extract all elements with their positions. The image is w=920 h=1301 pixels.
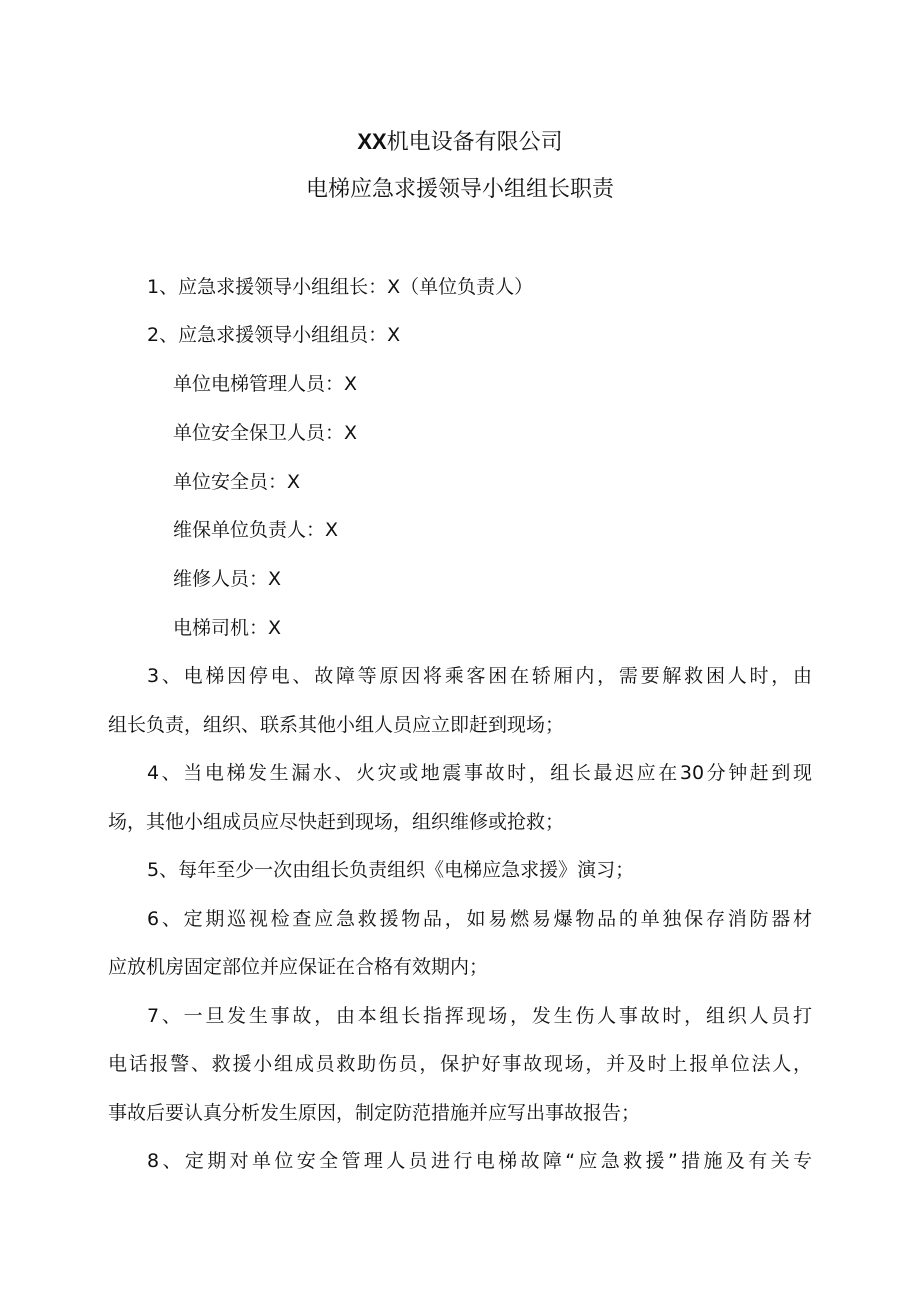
company-title [0,127,920,158]
company-name: 机电设备有限公司 [386,130,563,155]
item-6-line-2: 应放机房固定部位并应保证在合格有效期内； [108,956,489,978]
member-elevator-operator: 电梯司机：X [173,617,282,639]
member-security-guard: 单位安全保卫人员：X [173,422,358,444]
document-title: 电梯应急求援领导小组组长职责 [305,177,614,202]
member-maintenance-lead: 维保单位负责人：X [173,519,339,541]
item-4-line-1: 4、当电梯发生漏水、火灾或地震事故时，组长最迟应在30分钟赶到现 [147,762,812,784]
item-1-leader: 1、应急求援领导小组组长：X（单位负责人） [147,276,534,298]
item-5: 5、每年至少一次由组长负责组织《电梯应急求援》演习； [147,859,635,881]
member-repair-staff: 维修人员：X [173,568,282,590]
item-7-line-3: 事故后要认真分析发生原因，制定防范措施并应写出事故报告； [108,1102,641,1124]
item-7-line-1: 7、一旦发生事故，由本组长指挥现场，发生伤人事故时，组织人员打 [147,1005,812,1027]
item-2-members: 2、应急求援领导小组组员：X [147,324,401,346]
company-prefix: XX [357,129,387,154]
item-4-line-2: 场，其他小组成员应尽快赶到现场，组织维修或抢救； [108,811,565,833]
member-elevator-manager: 单位电梯管理人员：X [173,373,358,395]
item-7-line-2: 电话报警、救援小组成员救助伤员，保护好事故现场，并及时上报单位法人， [108,1053,812,1075]
item-3-line-2: 组长负责，组织、联系其他小组人员应立即赶到现场； [108,714,565,736]
item-3-line-1: 3、电梯因停电、故障等原因将乘客困在轿厢内，需要解救困人时，由 [147,665,812,687]
item-8-line-1: 8、定期对单位安全管理人员进行电梯故障“应急救援”措施及有关专 [147,1150,812,1172]
member-safety-officer: 单位安全员：X [173,471,301,493]
item-6-line-1: 6、定期巡视检查应急救援物品，如易燃易爆物品的单独保存消防器材 [147,908,812,930]
